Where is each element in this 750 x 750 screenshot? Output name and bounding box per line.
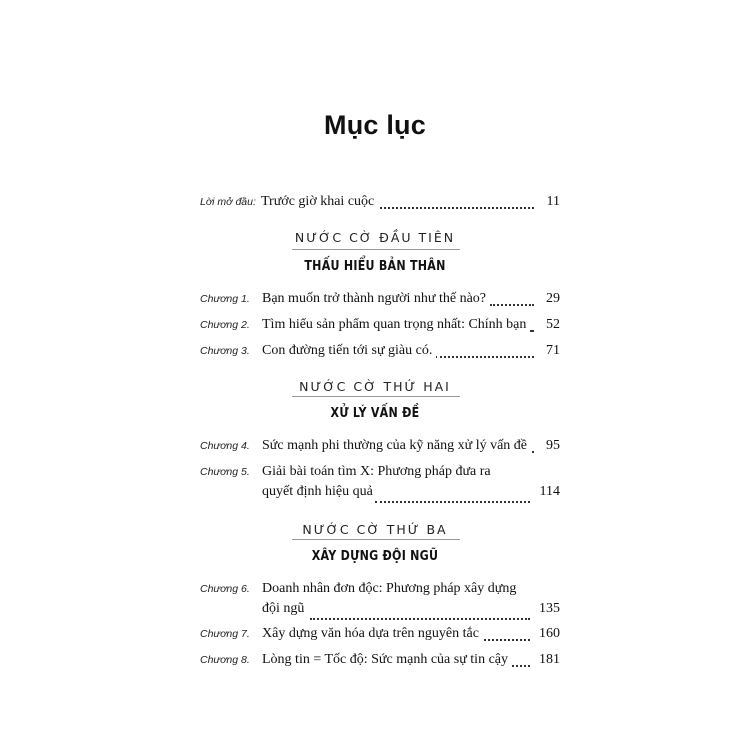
entry-title: Xây dựng văn hóa dựa trên nguyên tắc xyxy=(262,625,483,643)
dot-leader xyxy=(375,205,534,209)
part-subtitle: THẤU HIỂU BẢN THÂN xyxy=(304,258,446,274)
entry-page: 52 xyxy=(546,317,560,332)
entry-title: Doanh nhân đơn độc: Phương pháp xây dựng xyxy=(262,581,517,596)
entry-page: 11 xyxy=(546,194,560,209)
toc-entry-chapter-2[interactable] xyxy=(200,316,560,336)
dot-leader xyxy=(375,499,530,503)
entry-page: 71 xyxy=(546,343,560,358)
toc-entry-chapter-4[interactable] xyxy=(200,437,560,457)
entry-page: 160 xyxy=(539,626,560,641)
part-subtitle: XỬ LÝ VẤN ĐỀ xyxy=(330,405,420,421)
toc-entry-intro[interactable] xyxy=(200,193,560,213)
page-title: Mục lục xyxy=(324,110,426,140)
entry-page: 29 xyxy=(546,291,560,306)
entry-title: Bạn muốn trở thành người như thế nào? xyxy=(262,290,490,308)
toc-entry-chapter-5[interactable] xyxy=(200,463,560,507)
toc-entry-chapter-8[interactable] xyxy=(200,651,560,671)
dot-leader xyxy=(435,354,534,358)
entry-label: Chương 1. xyxy=(200,293,250,305)
entry-title: Tìm hiểu sản phẩm quan trọng nhất: Chính bạn xyxy=(262,316,530,334)
toc-entry-chapter-1[interactable] xyxy=(200,290,560,310)
toc-entry-chapter-6[interactable] xyxy=(200,580,560,624)
divider xyxy=(292,539,460,540)
entry-label: Chương 3. xyxy=(200,345,250,357)
entry-label: Chương 4. xyxy=(200,440,250,452)
dot-leader xyxy=(310,616,530,620)
dot-leader xyxy=(490,302,534,306)
entry-label: Chương 6. xyxy=(200,583,250,595)
part-title: NƯỚC CỜ THỨ BA xyxy=(302,522,448,537)
toc-entry-chapter-3[interactable] xyxy=(200,342,560,362)
dot-leader xyxy=(530,328,534,332)
entry-label: Chương 2. xyxy=(200,319,250,331)
entry-label: Chương 5. xyxy=(200,466,250,478)
part-subtitle: XÂY DỰNG ĐỘI NGŨ xyxy=(311,548,439,564)
entry-page: 95 xyxy=(546,438,560,453)
part-title: NƯỚC CỜ THỨ HAI xyxy=(299,379,451,394)
part-title: NƯỚC CỜ ĐẦU TIÊN xyxy=(294,230,456,245)
entry-label: Lời mở đầu: xyxy=(200,196,256,208)
entry-page: 135 xyxy=(539,601,560,616)
entry-title: Trước giờ khai cuộc xyxy=(261,193,378,211)
entry-title: Giải bài toán tìm X: Phương pháp đưa ra xyxy=(262,464,491,479)
entry-page: 114 xyxy=(539,484,560,499)
entry-title-continued: quyết định hiệu quả xyxy=(262,483,377,501)
entry-label: Chương 7. xyxy=(200,628,250,640)
entry-label: Chương 8. xyxy=(200,654,250,666)
dot-leader xyxy=(480,637,530,641)
entry-page: 181 xyxy=(539,652,560,667)
divider xyxy=(292,249,460,250)
entry-title-continued: đội ngũ xyxy=(262,600,308,618)
entry-title: Lòng tin = Tốc độ: Sức mạnh của sự tin cậy xyxy=(262,651,512,669)
entry-title: Sức mạnh phi thường của kỹ năng xử lý vấn đề xyxy=(262,437,531,455)
toc-entry-chapter-7[interactable] xyxy=(200,625,560,645)
divider xyxy=(292,396,460,397)
entry-title: Con đường tiến tới sự giàu có. xyxy=(262,342,436,360)
